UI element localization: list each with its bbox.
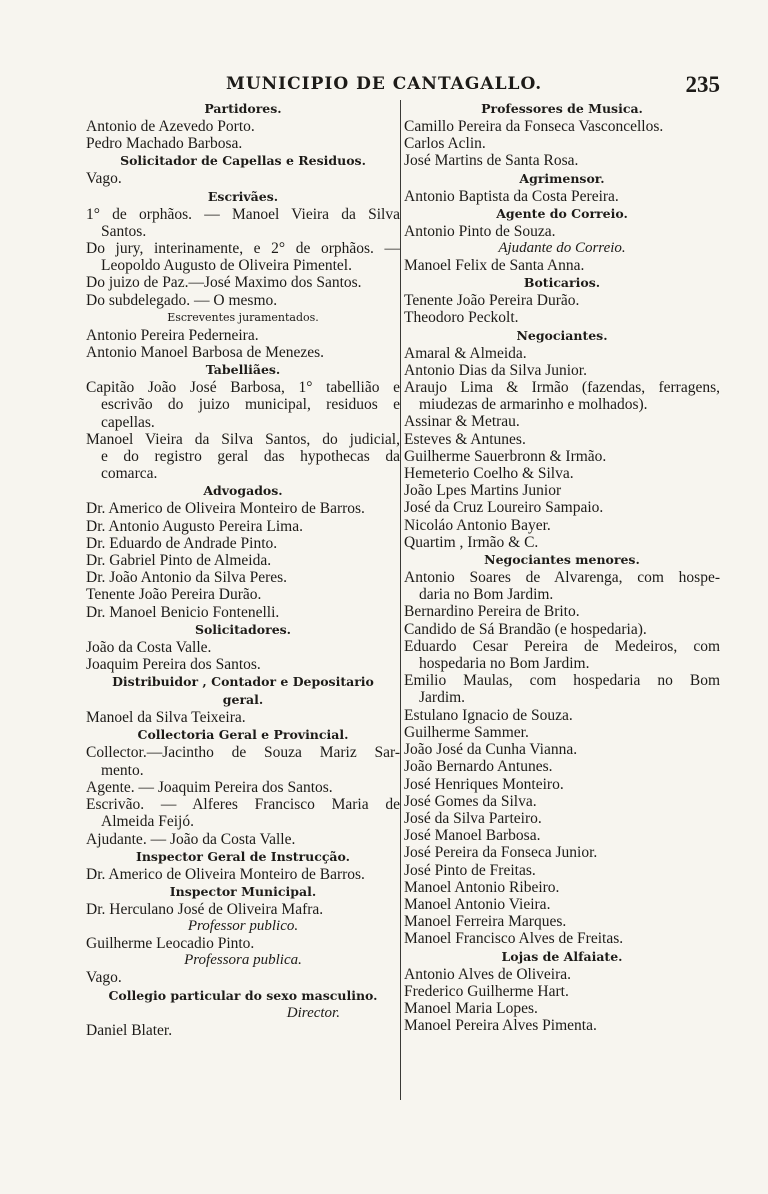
entry: Tenente João Pereira Durão. xyxy=(404,292,580,310)
entry: Manoel da Silva Teixeira. xyxy=(86,709,246,727)
entry: Eduardo Cesar Pereira de Medeiros, com xyxy=(404,637,720,655)
entry: José Martins de Santa Rosa. xyxy=(404,152,579,170)
entry: Manoel Felix de Santa Anna. xyxy=(404,257,585,275)
entry: Antonio Manoel Barbosa de Menezes. xyxy=(86,344,325,362)
section-heading: Escrivães. xyxy=(207,188,279,204)
entry: Bernardino Pereira de Brito. xyxy=(404,603,580,621)
entry: e do registro geral das hypothecas da xyxy=(101,448,400,466)
entry: Antonio de Azevedo Porto. xyxy=(86,118,255,135)
entry: Santos. xyxy=(101,222,147,240)
entry: daria no Bom Jardim. xyxy=(419,586,554,604)
entry: Tenente João Pereira Durão. xyxy=(86,586,262,604)
entry: Dr. Gabriel Pinto de Almeida. xyxy=(86,552,272,570)
entry: 1° de orphãos. — Manoel Vieira da Silva xyxy=(86,205,400,223)
entry: Almeida Feijó. xyxy=(101,813,194,831)
entry: Dr. João Antonio da Silva Peres. xyxy=(86,569,288,587)
entry: Joaquim Pereira dos Santos. xyxy=(86,656,261,674)
entry: Manoel Vieira da Silva Santos, do judicial, xyxy=(86,430,400,448)
entry: José da Cruz Loureiro Sampaio. xyxy=(404,499,604,517)
entry: Do subdelegado. — O mesmo. xyxy=(86,291,278,309)
section-heading: Agrimensor. xyxy=(519,170,605,186)
entry: Manoel Antonio Vieira. xyxy=(404,895,551,913)
entry: Manoel Ferreira Marques. xyxy=(404,913,567,931)
entry: escrivão do juizo municipal, residuos e xyxy=(101,396,400,414)
left-column xyxy=(86,100,400,1039)
entry: Guilherme Sauerbronn & Irmão. xyxy=(404,447,607,465)
entry: Manoel Francisco Alves de Freitas. xyxy=(404,930,624,948)
entry: Dr. Americo de Oliveira Monteiro de Barros. xyxy=(86,500,365,518)
entry: João Bernardo Antunes. xyxy=(404,758,553,776)
entry: Capitão João José Barbosa, 1° tabellião e xyxy=(86,379,400,397)
entry: Dr. Antonio Augusto Pereira Lima. xyxy=(86,517,303,535)
entry: miudezas de armarinho e molhados). xyxy=(419,396,648,414)
entry: Araujo Lima & Irmão (fazendas, ferragens, xyxy=(404,379,720,397)
entry: Ajudante. — João da Costa Valle. xyxy=(86,830,296,848)
running-header xyxy=(88,72,728,100)
entry: Antonio Pinto de Souza. xyxy=(404,222,556,240)
section-heading: Solicitador de Capellas e Residuos. xyxy=(120,153,366,169)
entry: Guilherme Leocadio Pinto. xyxy=(86,935,255,953)
section-heading: Partidores. xyxy=(204,101,282,116)
entry: Guilherme Sammer. xyxy=(404,723,529,741)
entry: Antonio Soares de Alvarenga, com hospe- xyxy=(404,569,720,587)
entry: Agente. — Joaquim Pereira dos Santos. xyxy=(86,778,333,796)
entry: Nicoláo Antonio Bayer. xyxy=(404,516,551,534)
entry: José Gomes da Silva. xyxy=(404,792,537,810)
entry: Pedro Machado Barbosa. xyxy=(86,135,243,153)
entry: Dr. Eduardo de Andrade Pinto. xyxy=(86,534,278,552)
entry: Vago. xyxy=(86,170,122,188)
section-heading: Professor publico. xyxy=(187,918,299,935)
section-heading: Negociantes. xyxy=(516,327,608,343)
section-heading: Director. xyxy=(286,1004,340,1021)
section-heading: Inspector Municipal. xyxy=(169,883,317,899)
entry: Vago. xyxy=(86,969,122,987)
section-heading: Distribuidor , Contador e Depositario xyxy=(112,674,374,690)
entry: José Pereira da Fonseca Junior. xyxy=(404,844,598,862)
entry: João Lpes Martins Junior xyxy=(404,482,562,500)
entry: Assinar & Metrau. xyxy=(404,413,520,431)
entry: Daniel Blater. xyxy=(86,1021,173,1039)
entry: Escrivão. — Alferes Francisco Maria de xyxy=(86,796,400,814)
column-divider xyxy=(400,100,401,1100)
section-heading: geral. xyxy=(222,692,264,708)
entry: Camillo Pereira da Fonseca Vasconcellos. xyxy=(404,118,664,135)
entry: mento. xyxy=(101,761,144,779)
section-heading: Professora publica. xyxy=(184,952,302,969)
entry: hospedaria no Bom Jardim. xyxy=(419,655,590,673)
entry: Esteves & Antunes. xyxy=(404,430,526,448)
section-heading: Agente do Correio. xyxy=(496,205,628,221)
entry: Dr. Herculano José de Oliveira Mafra. xyxy=(86,900,324,918)
section-heading: Lojas de Alfaiate. xyxy=(501,948,623,964)
entry: Antonio Dias da Silva Junior. xyxy=(404,361,587,379)
section-heading: Collectoria Geral e Provincial. xyxy=(137,727,349,743)
entry: Do jury, interinamente, e 2° de orphãos. — xyxy=(86,240,400,258)
entry: José Manoel Barbosa. xyxy=(404,827,541,845)
entry: José da Silva Parteiro. xyxy=(404,809,542,827)
entry: comarca. xyxy=(101,465,158,483)
section-heading: Inspector Geral de Instrucção. xyxy=(136,848,350,864)
entry: Emilio Maulas, com hospedaria no Bom xyxy=(404,672,720,690)
entry: Quartim , Irmão & C. xyxy=(404,533,539,551)
page-number: 235 xyxy=(685,72,720,97)
entry: Manoel Antonio Ribeiro. xyxy=(404,878,560,896)
entry: Hemeterio Coelho & Silva. xyxy=(404,465,574,483)
entry: Manoel Maria Lopes. xyxy=(404,999,538,1017)
entry: Antonio Alves de Oliveira. xyxy=(404,965,572,983)
section-heading: Professores de Musica. xyxy=(481,101,643,116)
entry: José Pinto de Freitas. xyxy=(404,861,536,879)
entry: João da Costa Valle. xyxy=(86,638,212,656)
entry: Candido de Sá Brandão (e hospedaria). xyxy=(404,620,647,638)
page-title: MUNICIPIO DE CANTAGALLO. xyxy=(226,74,543,94)
entry: José Henriques Monteiro. xyxy=(404,775,564,793)
entry: Antonio Pereira Pederneira. xyxy=(86,326,259,344)
entry: Theodoro Peckolt. xyxy=(404,309,519,327)
entry: Frederico Guilherme Hart. xyxy=(404,982,569,1000)
entry: Dr. Manoel Benicio Fontenelli. xyxy=(86,603,280,621)
right-column xyxy=(404,100,720,1034)
entry: João José da Cunha Vianna. xyxy=(404,741,578,759)
section-heading: Tabelliães. xyxy=(205,362,281,378)
section-heading: Escreventes juramentados. xyxy=(167,310,319,324)
entry: Amaral & Almeida. xyxy=(404,344,527,362)
section-heading: Solicitadores. xyxy=(194,621,292,637)
entry: Leopoldo Augusto de Oliveira Pimentel. xyxy=(101,257,352,275)
section-heading: Ajudante do Correio. xyxy=(498,240,626,257)
section-heading: Negociantes menores. xyxy=(484,552,640,568)
entry: Jardim. xyxy=(419,689,466,707)
entry: Do juizo de Paz.—José Maximo dos Santos. xyxy=(86,274,362,292)
entry: Antonio Baptista da Costa Pereira. xyxy=(404,187,619,205)
section-heading: Collegio particular do sexo masculino. xyxy=(108,987,378,1003)
entry: Carlos Aclin. xyxy=(404,135,486,153)
entry: Estulano Ignacio de Souza. xyxy=(404,706,573,724)
entry: capellas. xyxy=(101,413,155,431)
entry: Dr. Americo de Oliveira Monteiro de Barros. xyxy=(86,865,365,883)
entry: Manoel Pereira Alves Pimenta. xyxy=(404,1017,597,1035)
entry: Collector.—Jacintho de Souza Mariz Sar- xyxy=(86,744,400,762)
section-heading: Advogados. xyxy=(203,483,283,499)
section-heading: Boticarios. xyxy=(523,275,601,291)
